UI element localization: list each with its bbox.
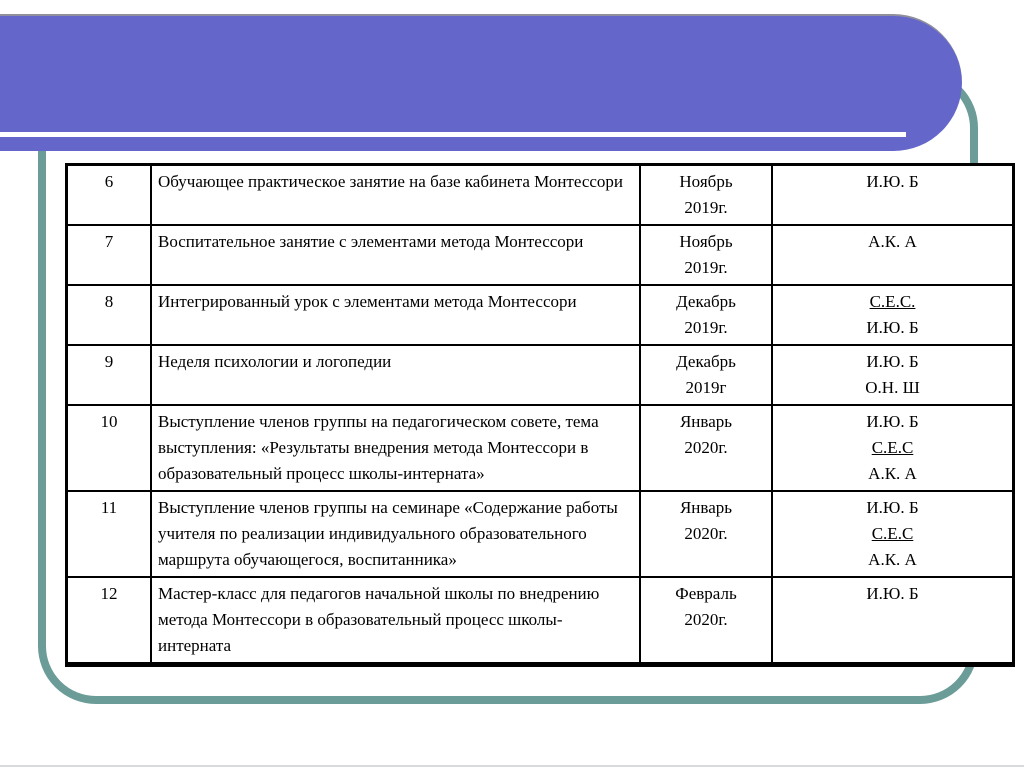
date-line: 2020г. xyxy=(684,524,728,543)
activity-plan-table-body xyxy=(67,165,1014,665)
responsible-cell xyxy=(772,165,1014,226)
responsible-cell xyxy=(772,491,1014,577)
date-line: Ноябрь xyxy=(679,232,733,251)
row-number-cell: 6 xyxy=(67,165,152,226)
date-cell xyxy=(640,345,772,405)
date-line: Февраль xyxy=(675,584,737,603)
header-banner xyxy=(0,14,962,151)
row-number-cell: 8 xyxy=(67,285,152,345)
date-cell xyxy=(640,165,772,226)
activity-cell: Обучающее практическое занятие на базе кабинета Монтессори xyxy=(151,165,640,226)
responsible-initials: А.К. А xyxy=(868,232,917,251)
table-row xyxy=(67,405,1014,491)
responsible-initials: И.Ю. Б xyxy=(866,318,919,337)
date-line: 2019г xyxy=(685,378,727,397)
activity-cell: Интегрированный урок с элементами метода Монтессори xyxy=(151,285,640,345)
responsible-initials: С.Е.С xyxy=(871,524,914,543)
responsible-initials: А.К. А xyxy=(868,464,917,483)
responsible-initials: И.Ю. Б xyxy=(866,352,919,371)
responsible-cell xyxy=(772,225,1014,285)
responsible-cell xyxy=(772,577,1014,665)
responsible-initials: С.Е.С xyxy=(871,438,914,457)
date-line: 2019г. xyxy=(684,198,728,217)
row-number-cell: 11 xyxy=(67,491,152,577)
date-line: Декабрь xyxy=(676,352,736,371)
activity-plan-table xyxy=(65,163,1015,667)
responsible-initials: И.Ю. Б xyxy=(866,498,919,517)
date-line: Ноябрь xyxy=(679,172,733,191)
table-row xyxy=(67,225,1014,285)
header-banner-stripe xyxy=(0,132,906,137)
activity-cell: Неделя психологии и логопедии xyxy=(151,345,640,405)
date-line: 2020г. xyxy=(684,610,728,629)
date-cell xyxy=(640,285,772,345)
table-row xyxy=(67,491,1014,577)
date-line: 2019г. xyxy=(684,318,728,337)
row-number-cell: 10 xyxy=(67,405,152,491)
activity-cell: Мастер-класс для педагогов начальной школы по внедрению метода Монтессори в образовательный процесс школы-интерната xyxy=(151,577,640,665)
date-line: Январь xyxy=(679,498,733,517)
row-number-cell: 9 xyxy=(67,345,152,405)
responsible-cell xyxy=(772,285,1014,345)
date-line: Январь xyxy=(679,412,733,431)
row-number-cell: 7 xyxy=(67,225,152,285)
responsible-cell xyxy=(772,405,1014,491)
responsible-initials: С.Е.С. xyxy=(869,292,916,311)
activity-cell: Воспитательное занятие с элементами метода Монтессори xyxy=(151,225,640,285)
row-number-cell: 12 xyxy=(67,577,152,665)
responsible-initials: А.К. А xyxy=(868,550,917,569)
date-line: 2020г. xyxy=(684,438,728,457)
responsible-cell xyxy=(772,345,1014,405)
date-line: 2019г. xyxy=(684,258,728,277)
table-row xyxy=(67,345,1014,405)
table-row xyxy=(67,577,1014,665)
table-row xyxy=(67,165,1014,226)
date-cell xyxy=(640,491,772,577)
activity-cell: Выступление членов группы на семинаре «Содержание работы учителя по реализации индивидуального образовательного маршрута обучающегося, воспитанника» xyxy=(151,491,640,577)
date-cell xyxy=(640,225,772,285)
date-line: Декабрь xyxy=(676,292,736,311)
activity-cell: Выступление членов группы на педагогическом совете, тема выступления: «Результаты внедрения метода Монтессори в образовательный процесс школы-интерната» xyxy=(151,405,640,491)
responsible-initials: И.Ю. Б xyxy=(866,172,919,191)
responsible-initials: И.Ю. Б xyxy=(866,584,919,603)
responsible-initials: И.Ю. Б xyxy=(866,412,919,431)
date-cell xyxy=(640,577,772,665)
date-cell xyxy=(640,405,772,491)
responsible-initials: О.Н. Ш xyxy=(865,378,920,397)
table-row xyxy=(67,285,1014,345)
